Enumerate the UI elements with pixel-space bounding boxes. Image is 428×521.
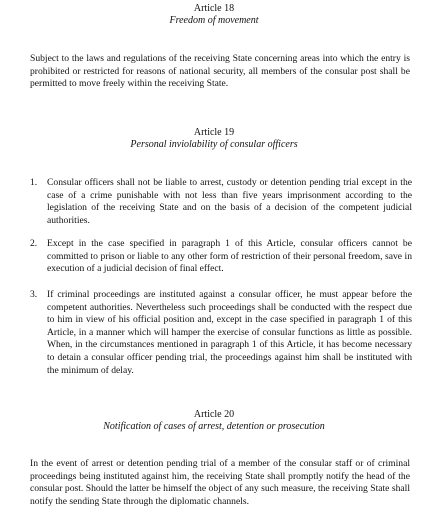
article-19-heading [0,127,428,150]
paragraph-number: 3. [30,289,38,300]
article-title: Article 20 [193,409,235,420]
article-title: Article 19 [193,127,235,138]
paragraph-text: Except in the case specified in paragraph 1 of this Article, consular officers cannot be committed to prison or liable to any other form of restriction of their personal freedom, save in execution of a judicial decision of final effect. [47,238,412,275]
article-18-heading [0,3,428,26]
article-subtitle: Notification of cases of arrest, detention or prosecution [103,420,325,432]
article-subtitle: Personal inviolability of consular officers [130,138,298,150]
article-title: Article 18 [193,3,235,14]
paragraph-item [30,238,412,276]
paragraph-item [30,177,412,227]
article-subtitle: Freedom of movement [169,14,259,26]
article-20-heading [0,409,428,432]
paragraph-text: If criminal proceedings are instituted against a consular officer, he must appear before the competent authorities. Nevertheless such proceedings shall be conducted with the respect due to him in view of his official position and, except in the case specified in paragraph 1 of this Article, in a manner which will hamper the exercise of consular functions as little as possible. When, in the circumstances mentioned in paragraph 1 of this Article, it has become necessary to detain a consular officer pending trial, the proceedings against him shall be instituted with the minimum of delay. [47,289,412,376]
article-18-body: Subject to the laws and regulations of the receiving State concerning areas into which the entry is prohibited or restricted for reasons of national security, all members of the consular post shall be permitted to move freely within the receiving State. [30,53,410,90]
paragraph-item [30,289,412,377]
paragraph-text: Consular officers shall not be liable to arrest, custody or detention pending trial except in the case of a crime punishable with not less than five years imprisonment according to the legislation of the receiving State and on the basis of a decision of the competent judicial authorities. [47,177,412,226]
paragraph-number: 2. [30,238,38,249]
paragraph-number: 1. [30,177,38,188]
article-20-body: In the event of arrest or detention pending trial of a member of the consular staff or of criminal proceedings being instituted against him, the receiving State shall promptly notify the head of the consular post. Should the latter be himself the object of any such measure, the receiving State shall notify the sending State through the diplomatic channels. [30,458,410,507]
